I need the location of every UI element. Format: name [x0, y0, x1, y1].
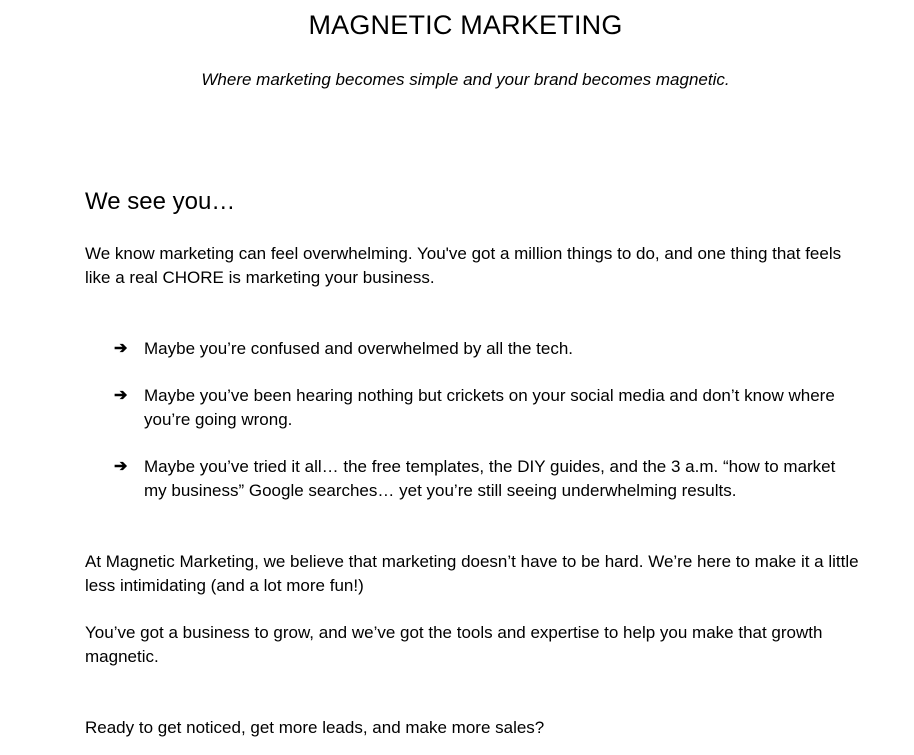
call-to-action: Ready to get noticed, get more leads, and make more sales? — [85, 718, 545, 737]
right-arrow-icon: ➔ — [114, 458, 128, 475]
intro-paragraph: We know marketing can feel overwhelming. You've got a million things to do, and one thing that feels like a real CHORE is marketing your business. — [85, 244, 842, 287]
closing-paragraph-1: At Magnetic Marketing, we believe that marketing doesn’t have to be hard. We’re here to make it a little less intimidating (and a lot more fun!) — [85, 552, 859, 595]
right-arrow-icon: ➔ — [114, 387, 128, 404]
list-item-text: Maybe you’ve been hearing nothing but crickets on your social media and don’t know where you’re going wrong. — [144, 386, 835, 429]
page-tagline: Where marketing becomes simple and your brand becomes magnetic. — [201, 70, 730, 89]
closing-paragraph-2: You’ve got a business to grow, and we’ve got the tools and expertise to help you make that growth magnetic. — [85, 623, 823, 666]
page-title: MAGNETIC MARKETING — [308, 10, 623, 40]
right-arrow-icon: ➔ — [114, 340, 128, 357]
list-item — [114, 384, 854, 432]
pain-points-list — [114, 337, 854, 526]
list-item-text: Maybe you’ve tried it all… the free templates, the DIY guides, and the 3 a.m. “how to market my business” Google searches… yet you’re still seeing underwhelming results. — [144, 457, 836, 500]
list-item — [114, 455, 854, 503]
list-item — [114, 337, 854, 361]
list-item-text: Maybe you’re confused and overwhelmed by all the tech. — [144, 339, 574, 358]
section-heading: We see you… — [85, 188, 236, 215]
